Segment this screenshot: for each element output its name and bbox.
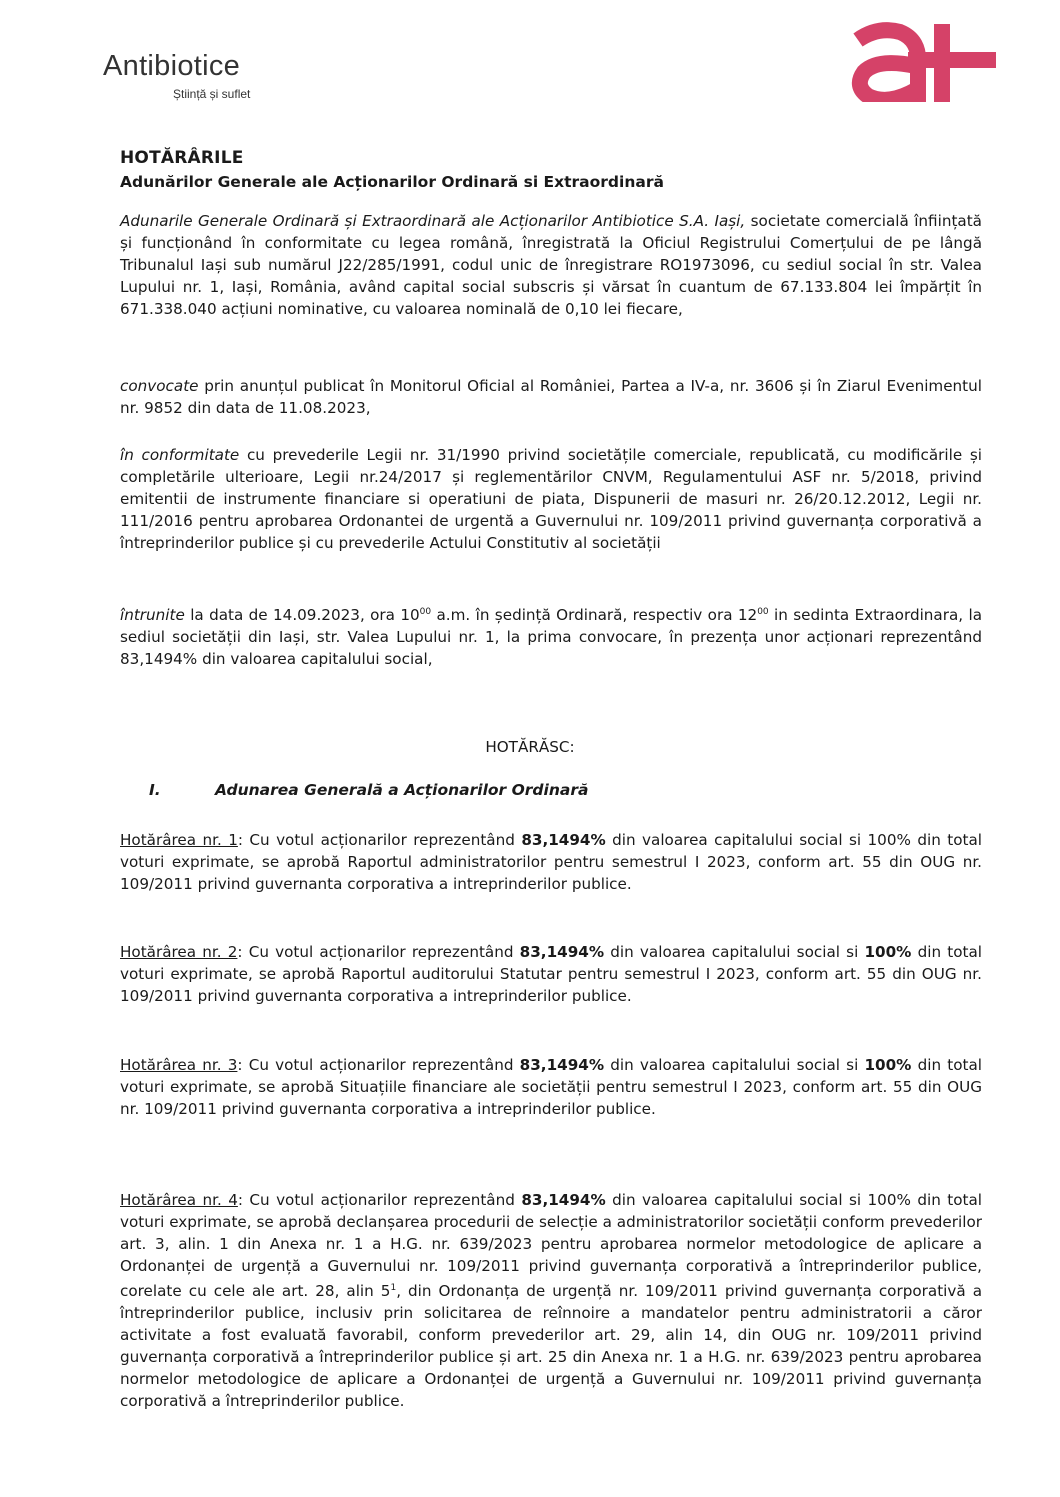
vote-percentage: 83,1494% [519, 943, 605, 961]
decision-text: , din Ordonanța de urgență nr. 109/2011 privind guvernanța corporativă a întreprinderilor publice, inclusiv prin solicitarea de reînnoire a mandatelor pentru administratorii a căror activitate a fost evaluată favorabil, conform prevederilor art. 29, alin 14, din OUG nr. 109/2011 privind guvernanța corporativă a întreprinderilor publice și art. 25 din Anexa nr. 1 a H.G. nr. 639/2023 pentru aprobarea normelor metodologice de aplicare a Ordonanței de urgență a Guvernului nr. 109/2011 privind guvernanța corporativă a întreprinderilor publice. [120, 1282, 982, 1411]
title-line-1: HOTĂRÂRILE [120, 148, 244, 168]
decision-text: din valoarea capitalului social si 100% din total voturi exprimate, se aprobă Raportul administratorilor pentru semestrul I 2023, conform art. 55 din OUG nr. 109/2011 privind guvernanta corporativa a intreprinderilor publice. [120, 831, 982, 893]
decision-label: Hotărârea nr. 1 [120, 831, 238, 849]
intro-text: prin anunțul publicat în Monitorul Oficial al României, Partea a IV-a, nr. 3606 și în Ziarul Evenimentul nr. 9852 din data de 11.08.2023, [120, 377, 982, 417]
vote-percentage: 83,1494% [519, 1056, 605, 1074]
time-superscript: 00 [419, 607, 432, 617]
decision-text: din total voturi exprimate, se aprobă Raportul auditorului Statutar pentru semestrul I 2023, conform art. 55 din OUG nr. 109/2011 privind guvernanta corporativa a intreprinderilor publice. [120, 943, 982, 1005]
company-tagline: Știință și suflet [173, 87, 251, 101]
vote-percentage: 100% [864, 1056, 912, 1074]
intro-text: cu prevederile Legii nr. 31/1990 privind societățile comerciale, republicată, cu modificările și completările ulterioare, Legii nr.24/2017 și reglementărilor CNVM, Regulamentului ASF nr. 5/2018, privind emitentii de instrumente financiare si operatiuni de piata, Dispunerii de masuri nr. 26/20.12.2012, Legii nr. 111/2016 pentru aprobarea Ordonantei de urgentă a Guvernului nr. 109/2011 privind guvernanța corporativă a întreprinderilor publice și cu prevederile Actului Constitutiv al societății [120, 446, 982, 552]
intro-lead: întrunite [120, 606, 185, 625]
decide-heading: HOTĂRĂSC: [485, 738, 575, 756]
decision-2 [120, 941, 982, 1007]
intro-paragraph-2 [120, 375, 982, 419]
decision-text: din valoarea capitalului social si [604, 1056, 865, 1074]
a-plus-logo-icon [838, 16, 996, 102]
intro-text: a.m. în ședință Ordinară, respectiv ora 12 [431, 606, 758, 625]
section-title: Adunarea Generală a Acționarilor Ordinară [215, 781, 589, 799]
intro-paragraph-1 [120, 210, 982, 320]
intro-lead: Adunarile Generale Ordinară și Extraordinară ale Acționarilor Antibiotice S.A. Iași, [120, 212, 746, 230]
decision-text: din valoarea capitalului social si [604, 943, 865, 961]
decision-text: din total voturi exprimate, se aprobă Situațiile financiare ale societății pentru semestrul I 2023, conform art. 55 din OUG nr. 109/2011 privind guvernanta corporativa a intreprinderilor publice. [120, 1056, 982, 1118]
intro-lead: în conformitate [120, 446, 240, 464]
decision-text: : Cu votul acționarilor reprezentând [237, 1191, 522, 1209]
decision-text: : Cu votul acționarilor reprezentând [237, 943, 520, 961]
intro-paragraph-4 [120, 601, 982, 670]
time-superscript: 00 [757, 607, 769, 617]
decision-4 [120, 1189, 982, 1412]
section-heading [149, 781, 588, 799]
superscript: 1 [390, 1283, 397, 1293]
decision-text: : Cu votul acționarilor reprezentând [237, 831, 522, 849]
intro-text: la data de 14.09.2023, ora 10 [184, 606, 420, 625]
intro-text: societate comercială înființată și funcționând în conformitate cu legea română, înregistrată la Oficiul Registrului Comerțului de pe lângă Tribunalul Iași sub numărul J22/285/1991, codul unic de înregistrare RO1973096, cu sediul social în str. Valea Lupului nr. 1, Iași, România, având capital social subscris și vărsat în cuantum de 67.133.804 lei împărțit în 671.338.040 acțiuni nominative, cu valoarea nominală de 0,10 lei fiecare, [120, 212, 982, 318]
decision-text: din valoarea capitalului social si 100% din total voturi exprimate, se aprobă declanșarea procedurii de selecție a administratorilor societății conform prevederilor art. 3, alin. 1 din Anexa nr. 1 a H.G. nr. 639/2023 pentru aprobarea normelor metodologice de aplicare a Ordonanței de urgență a Guvernului nr. 109/2011 privind guvernanța corporativă a întreprinderilor publice, corelate cu cele ale art. 28, alin 5 [120, 1191, 982, 1301]
decision-label: Hotărârea nr. 4 [120, 1191, 238, 1209]
document-title [120, 148, 664, 191]
intro-paragraph-3 [120, 444, 982, 554]
company-name: Antibiotice [103, 50, 241, 82]
decision-3 [120, 1054, 982, 1120]
vote-percentage: 83,1494% [521, 1191, 606, 1209]
decision-text: : Cu votul acționarilor reprezentând [237, 1056, 520, 1074]
vote-percentage: 100% [864, 943, 912, 961]
title-line-2: Adunărilor Generale ale Acționarilor Ordinară si Extraordinară [120, 173, 664, 191]
decision-1 [120, 829, 982, 895]
vote-percentage: 83,1494% [521, 831, 606, 849]
intro-text: in sedinta Extraordinara, la sediul societății din Iași, str. Valea Lupului nr. 1, la prima convocare, în prezența unor acționari reprezentând 83,1494% din valoarea capitalului social, [120, 606, 983, 669]
decision-label: Hotărârea nr. 2 [120, 943, 238, 961]
intro-lead: convocate [120, 377, 199, 395]
decision-label: Hotărârea nr. 3 [120, 1056, 238, 1074]
section-number: I. [149, 781, 161, 799]
